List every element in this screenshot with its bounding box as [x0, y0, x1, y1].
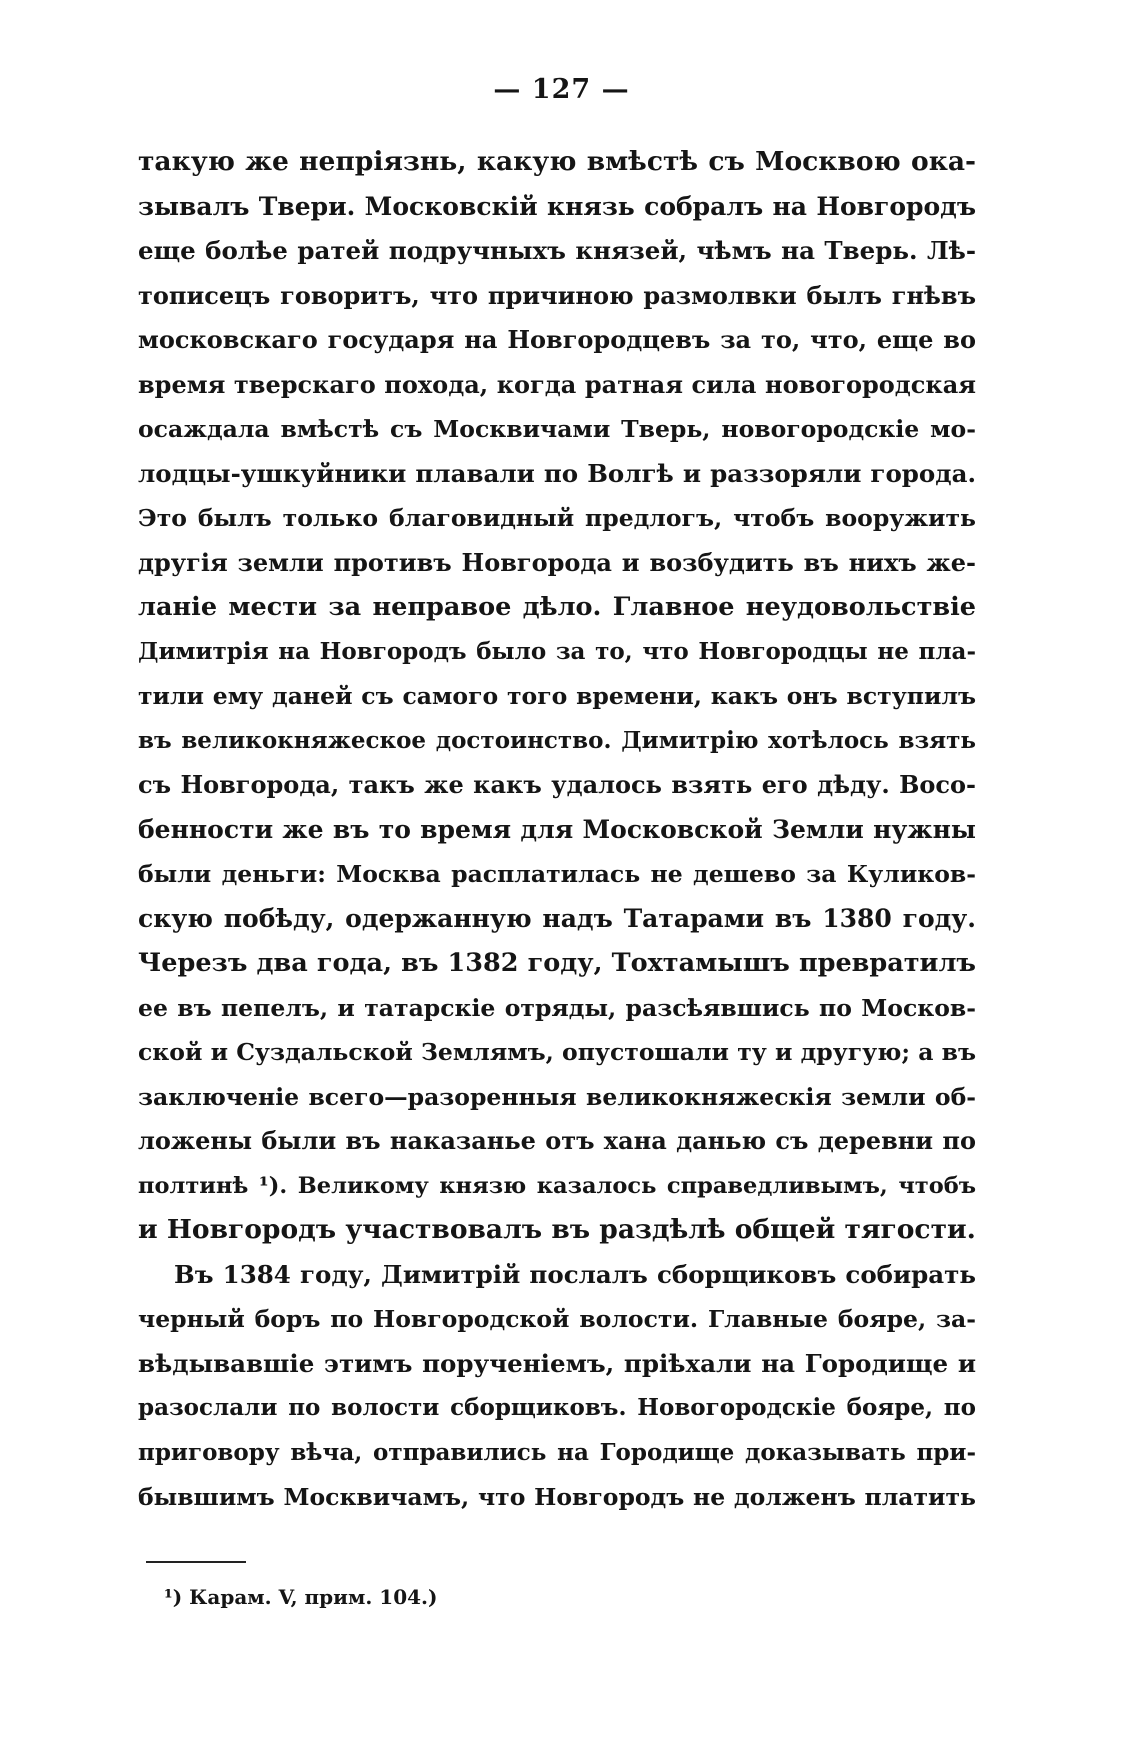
text-line: заключеніе всего—разоренныя великокняжескія земли об-: [138, 1082, 976, 1111]
text-line: съ Новгорода, такъ же какъ удалось взять его дѣду. Воcо-: [138, 770, 976, 799]
text-line: были деньги: Москва расплатилась не дешево за Куликов-: [138, 860, 976, 888]
text-line: лодцы-ушкуйники плавали по Волгѣ и раззоряли города.: [138, 458, 976, 488]
text-line: Черезъ два года, въ 1382 году, Тохтамышъ превратилъ: [138, 948, 976, 978]
text-line: ланіе мести за неправое дѣло. Главное неудовольствіе: [138, 592, 976, 622]
body-text: [138, 140, 976, 1520]
text-line: ложены были въ наказанье отъ хана данью съ деревни по: [138, 1126, 976, 1155]
text-line: тописецъ говоритъ, что причиною размолвки былъ гнѣвъ: [138, 280, 976, 310]
text-line: московскаго государя на Новгородцевъ за то, что, еще во: [138, 325, 976, 354]
text-line: въ великокняжеское достоинство. Димитрію хотѣлось взять: [138, 726, 976, 754]
text-line: такую же непріязнь, какую вмѣстѣ съ Москвою ока-: [138, 146, 976, 177]
text-line: Димитрія на Новгородъ было за то, что Новгородцы не пла-: [138, 637, 976, 665]
text-line: тили ему даней съ самого того времени, какъ онъ вступилъ: [138, 682, 976, 710]
text-line: ее въ пепелъ, и татарскіе отряды, разсѣявшись по Москов-: [138, 993, 976, 1022]
text-line: скую побѣду, одержанную надъ Татарами въ 1380 году.: [138, 903, 976, 933]
text-line: время тверскаго похода, когда ратная сила новогородская: [138, 369, 976, 399]
text-line: Въ 1384 году, Димитрій послалъ сборщиковъ собирать: [174, 1259, 976, 1289]
footnote-divider: [146, 1561, 246, 1563]
text-line: и Новгородъ участвовалъ въ раздѣлѣ общей тягости.: [138, 1214, 976, 1245]
text-line: приговору вѣча, отправились на Городище доказывать при-: [138, 1438, 976, 1466]
text-line: бенности же въ то время для Московской Земли нужны: [138, 814, 976, 844]
text-line: другія земли противъ Новгорода и возбудить въ нихъ же-: [138, 547, 976, 577]
text-line: зывалъ Твери. Московскій князь собралъ на Новгородъ: [138, 191, 976, 221]
text-line: бывшимъ Москвичамъ, что Новгородъ не долженъ платить: [138, 1483, 976, 1511]
text-line: ской и Суздальской Землямъ, опустошали ту и другую; а въ: [138, 1038, 976, 1066]
text-line: полтинѣ ¹). Великому князю казалось справедливымъ, чтобъ: [138, 1172, 976, 1199]
text-line: разослали по волости сборщиковъ. Новогородскіе бояре, по: [138, 1394, 976, 1421]
text-line: черный боръ по Новгородской волости. Главные бояре, за-: [138, 1305, 976, 1333]
text-line: вѣдывавшіе этимъ порученіемъ, пріѣхали на Городище и: [138, 1348, 976, 1378]
text-line: еще болѣе ратей подручныхъ князей, чѣмъ на Тверь. Лѣ-: [138, 236, 976, 265]
footnote: ¹) Карам. V, прим. 104.): [164, 1585, 438, 1609]
page-number: — 127 —: [493, 74, 630, 105]
text-line: осаждала вмѣстѣ съ Москвичами Тверь, новогородскіе мо-: [138, 415, 976, 443]
text-line: Это былъ только благовидный предлогъ, чтобъ вооружить: [138, 504, 976, 532]
